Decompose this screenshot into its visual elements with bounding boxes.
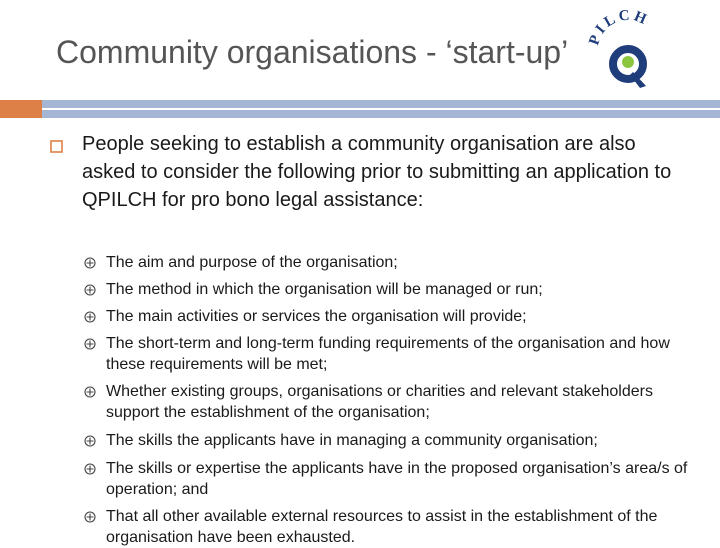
circle-cross-bullet-icon bbox=[84, 386, 96, 398]
sub-bullet-text: The skills the applicants have in managing a community organisation; bbox=[106, 432, 598, 449]
sub-bullet-text: The skills or expertise the applicants have in the proposed organisation’s area/s of operation; and bbox=[106, 460, 688, 498]
sub-bullet-text: The short-term and long-term funding requirements of the organisation and how these requirements will be met; bbox=[106, 335, 670, 373]
main-bullet-text: People seeking to establish a community organisation are also asked to consider the following prior to submitting an application to QPILCH for pro bono legal assistance: bbox=[82, 133, 672, 211]
logo-lettering: PILCH bbox=[588, 8, 652, 48]
circle-cross-bullet-icon bbox=[84, 463, 96, 475]
circle-cross-bullet-icon bbox=[84, 284, 96, 296]
sub-bullet-text: The aim and purpose of the organisation; bbox=[106, 254, 398, 271]
qpilch-logo bbox=[588, 8, 668, 90]
slide-title: Community organisations - ‘start-up’ bbox=[56, 34, 569, 70]
title-rule bbox=[42, 100, 720, 118]
title-rule-accent bbox=[0, 100, 42, 118]
circle-cross-bullet-icon bbox=[84, 257, 96, 269]
sub-bullet-text: The main activities or services the organisation will provide; bbox=[106, 308, 527, 325]
circle-cross-bullet-icon bbox=[84, 511, 96, 523]
hollow-square-bullet-icon bbox=[50, 140, 63, 153]
circle-cross-bullet-icon bbox=[84, 338, 96, 350]
qpilch-logo-graphic bbox=[588, 8, 668, 90]
sub-bullet-text: Whether existing groups, organisations or charities and relevant stakeholders support the establishment of the organisation; bbox=[106, 383, 653, 421]
sub-bullet-text: The method in which the organisation will be managed or run; bbox=[106, 281, 543, 298]
circle-cross-bullet-icon bbox=[84, 435, 96, 447]
circle-cross-bullet-icon bbox=[84, 311, 96, 323]
sub-bullet-text: That all other available external resources to assist in the establishment of the organisation have been exhausted. bbox=[106, 508, 658, 546]
